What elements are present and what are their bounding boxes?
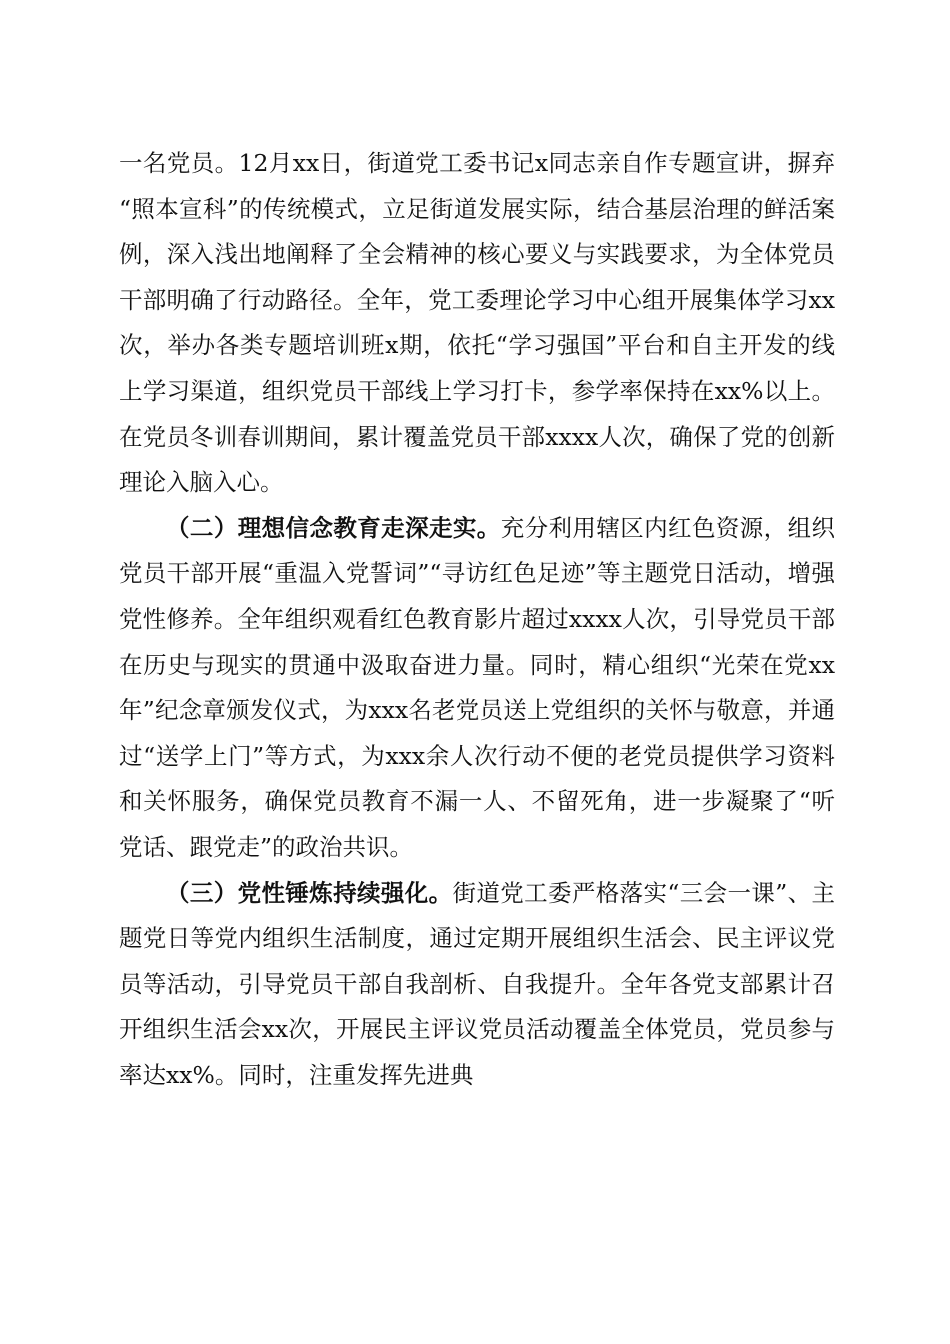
paragraph-text: 街道党工委严格落实“三会一课”、主题党日等党内组织生活制度，通过定期开展组织生活会、民主评议党员等活动，引导党员干部自我剖析、自我提升。全年各党支部累计召开组织生活会xx次，开展民主评议党员活动覆盖全体党员，党员参与率达xx%。同时，注重发挥先进典 — [119, 878, 836, 1089]
paragraph-continuation — [119, 141, 835, 506]
section-heading: （三）党性锤炼持续强化。 — [166, 878, 453, 907]
section-heading: （二）理想信念教育走深走实。 — [166, 513, 501, 542]
paragraph-text: 充分利用辖区内红色资源，组织党员干部开展“重温入党誓词”“寻访红色足迹”等主题党日活动，增强党性修养。全年组织观看红色教育影片超过xxxx人次，引导党员干部在历史与现实的贯通中汲取奋进力量。同时，精心组织“光荣在党xx年”纪念章颁发仪式，为xxx名老党员送上党组织的关怀与敬意，并通过“送学上门”等方式，为xxx余人次行动不便的老党员提供学习资料和关怀服务，确保党员教育不漏一人、不留死角，进一步凝聚了“听党话、跟党走”的政治共识。 — [119, 513, 835, 861]
paragraph-ideals-education — [119, 506, 835, 871]
paragraph-text: 一名党员。12月xx日，街道党工委书记x同志亲自作专题宣讲，摒弃“照本宣科”的传统模式，立足街道发展实际，结合基层治理的鲜活案例，深入浅出地阐释了全会精神的核心要义与实践要求，为全体党员干部明确了行动路径。全年，党工委理论学习中心组开展集体学习xx次，举办各类专题培训班x期，依托“学习强国”平台和自主开发的线上学习渠道，组织党员干部线上学习打卡，参学率保持在xx%以上。在党员冬训春训期间，累计覆盖党员干部xxxx人次，确保了党的创新理论入脑入心。 — [119, 149, 835, 497]
paragraph-party-spirit — [119, 871, 835, 1099]
document-body — [119, 141, 835, 1098]
